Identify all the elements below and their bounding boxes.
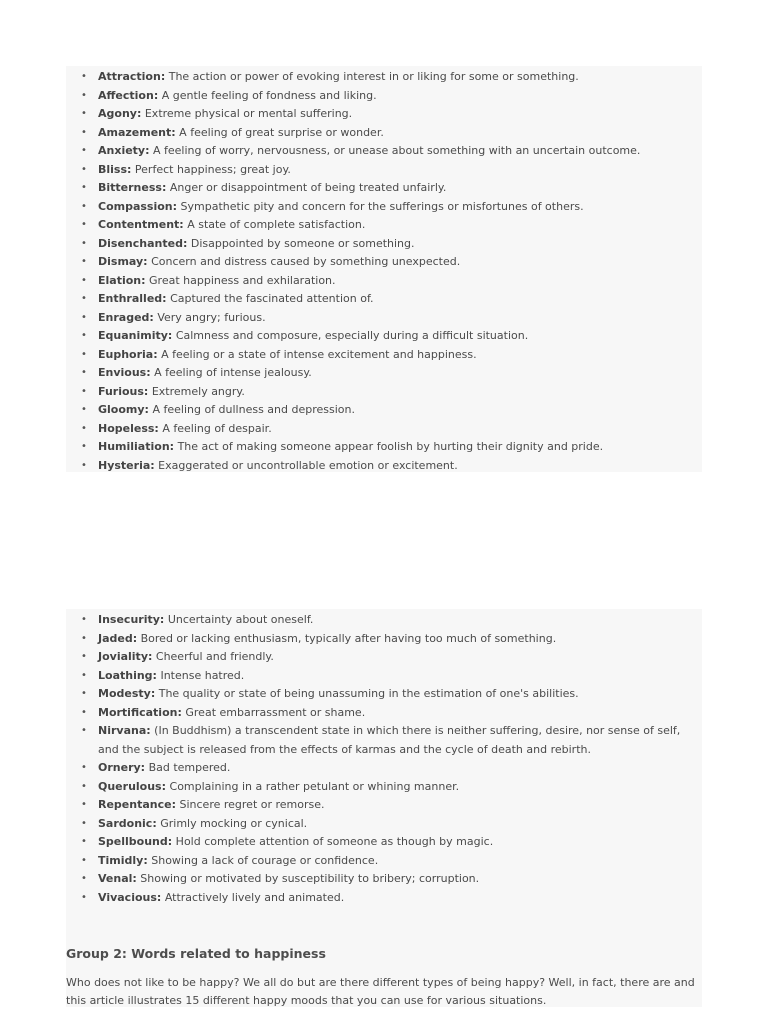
term-label: Sardonic: — [98, 816, 157, 830]
list-item — [66, 420, 702, 439]
term-label: Humiliation: — [98, 440, 175, 453]
list-item — [66, 87, 702, 106]
term-definition: Showing or motivated by susceptibility to bribery; corruption. — [140, 872, 480, 885]
term-label: Attraction: — [98, 70, 166, 83]
bullet-icon: • — [81, 237, 87, 249]
bullet-icon: • — [81, 688, 87, 699]
bullet-icon: • — [81, 385, 87, 397]
term-label: Elation: — [98, 273, 146, 287]
bullet-icon: • — [81, 145, 87, 156]
bullet-icon: • — [81, 348, 87, 360]
term-label: Envious: — [98, 366, 151, 379]
bullet-icon: • — [81, 311, 87, 323]
term-definition: Captured the fascinated attention of. — [170, 292, 374, 305]
term-label: Ornery: — [98, 761, 146, 774]
term-label: Equanimity: — [98, 329, 173, 342]
list-item — [66, 401, 702, 420]
term-definition: A state of complete satisfaction. — [187, 218, 366, 231]
list-item — [66, 235, 702, 254]
bullet-icon: • — [81, 614, 87, 625]
list-item — [66, 68, 702, 87]
term-definition: A gentle feeling of fondness and liking. — [161, 88, 377, 102]
term-definition: Uncertainty about oneself. — [167, 613, 314, 626]
term-label: Compassion: — [98, 199, 178, 213]
term-label: Modesty: — [98, 687, 156, 700]
term-label: Joviality: — [98, 650, 153, 663]
term-definition: Extreme physical or mental suffering. — [144, 107, 353, 120]
list-item — [66, 704, 702, 723]
bullet-icon: • — [81, 404, 87, 415]
term-definition: The quality or state of being unassuming in the estimation of one's abilities. — [158, 687, 579, 700]
bullet-icon: • — [81, 459, 87, 471]
term-label: Hopeless: — [98, 421, 159, 435]
term-label: Spellbound: — [98, 835, 173, 848]
emotion-word-list-2 — [66, 609, 702, 907]
term-label: Dismay: — [98, 255, 148, 268]
term-label: Bliss: — [98, 162, 132, 176]
term-label: Enthralled: — [98, 292, 167, 305]
bullet-icon: • — [81, 274, 87, 286]
list-item — [66, 796, 702, 815]
list-item — [66, 667, 702, 686]
list-item — [66, 889, 702, 908]
term-definition: A feeling of intense jealousy. — [154, 366, 312, 379]
term-label: Timidly: — [98, 853, 148, 867]
list-item — [66, 833, 702, 852]
list-item — [66, 759, 702, 778]
term-definition: Anger or disappointment of being treated unfairly. — [169, 181, 447, 194]
bullet-icon: • — [81, 854, 87, 866]
list-item — [66, 142, 702, 161]
bullet-icon: • — [81, 71, 87, 82]
bullet-icon: • — [81, 817, 87, 829]
term-label: Repentance: — [98, 798, 176, 811]
list-item — [66, 253, 702, 272]
list-item — [66, 648, 702, 667]
term-definition: A feeling of despair. — [162, 421, 272, 435]
bullet-icon: • — [81, 200, 87, 212]
term-definition: Exaggerated or uncontrollable emotion or excitement. — [158, 458, 458, 472]
term-label: Mortification: — [98, 705, 182, 719]
bullet-icon: • — [81, 126, 87, 138]
list-item — [66, 611, 702, 630]
section-intro-paragraph: Who does not like to be happy? We all do but are there different types of being happy? Well, in fact, there are and this article illustrates 15 different happy moods that you can use for various situations. — [66, 976, 695, 1007]
bullet-icon: • — [81, 182, 87, 193]
term-label: Amazement: — [98, 125, 176, 139]
list-item — [66, 327, 702, 346]
glossary-panel-1 — [66, 66, 702, 472]
term-definition: Extremely angry. — [151, 384, 245, 398]
list-item — [66, 438, 702, 457]
term-label: Agony: — [98, 107, 142, 120]
list-item — [66, 685, 702, 704]
term-label: Hysteria: — [98, 458, 155, 472]
bullet-icon: • — [81, 669, 87, 681]
term-definition: The action or power of evoking interest in or liking for some or something. — [168, 70, 579, 83]
term-definition: The act of making someone appear foolish by hurting their dignity and pride. — [177, 440, 604, 453]
bullet-icon: • — [81, 762, 87, 773]
term-label: Nirvana: — [98, 724, 151, 737]
bullet-icon: • — [81, 108, 87, 119]
list-item — [66, 815, 702, 834]
list-item — [66, 630, 702, 649]
term-label: Querulous: — [98, 779, 167, 793]
term-definition: A feeling or a state of intense excitement and happiness. — [161, 347, 477, 361]
list-item — [66, 364, 702, 383]
term-label: Affection: — [98, 88, 159, 102]
term-definition: Bored or lacking enthusiasm, typically after having too much of something. — [140, 631, 557, 645]
term-definition: Bad tempered. — [148, 761, 231, 774]
bullet-icon: • — [81, 873, 87, 884]
list-item — [66, 198, 702, 217]
term-definition: Sympathetic pity and concern for the sufferings or misfortunes of others. — [180, 199, 584, 213]
list-item — [66, 722, 702, 759]
term-definition: Concern and distress caused by something unexpected. — [151, 255, 461, 268]
term-definition: (In Buddhism) a transcendent state in which there is neither suffering, desire, nor sense of self, and the subject is released from the effects of karmas and the cycle of death and rebirth. — [98, 724, 681, 756]
term-label: Anxiety: — [98, 144, 150, 157]
list-item — [66, 272, 702, 291]
bullet-icon: • — [81, 163, 87, 175]
term-definition: Calmness and composure, especially during a difficult situation. — [175, 329, 529, 342]
term-label: Insecurity: — [98, 613, 165, 626]
bullet-icon: • — [81, 293, 87, 304]
term-definition: A feeling of dullness and depression. — [152, 403, 355, 416]
term-definition: Grimly mocking or cynical. — [160, 816, 308, 830]
bullet-icon: • — [81, 799, 87, 810]
term-definition: Great embarrassment or shame. — [185, 705, 366, 719]
term-definition: A feeling of great surprise or wonder. — [179, 125, 384, 139]
bullet-icon: • — [81, 891, 87, 903]
list-item — [66, 870, 702, 889]
term-label: Contentment: — [98, 218, 184, 231]
term-definition: Showing a lack of courage or confidence. — [151, 853, 379, 867]
list-item — [66, 383, 702, 402]
term-label: Loathing: — [98, 668, 157, 682]
bullet-icon: • — [81, 219, 87, 230]
list-item — [66, 161, 702, 180]
bullet-icon: • — [81, 330, 87, 341]
bullet-icon: • — [81, 651, 87, 662]
term-definition: Hold complete attention of someone as though by magic. — [175, 835, 494, 848]
list-item — [66, 290, 702, 309]
bullet-icon: • — [81, 725, 87, 736]
term-label: Furious: — [98, 384, 149, 398]
list-item — [66, 852, 702, 871]
bullet-icon: • — [81, 441, 87, 452]
bullet-icon: • — [81, 256, 87, 267]
term-definition: Attractively lively and animated. — [164, 890, 345, 904]
term-definition: Cheerful and friendly. — [155, 650, 274, 663]
term-label: Jaded: — [98, 631, 138, 645]
term-label: Enraged: — [98, 310, 154, 324]
bullet-icon: • — [81, 706, 87, 718]
bullet-icon: • — [81, 836, 87, 847]
bullet-icon: • — [81, 632, 87, 644]
list-item — [66, 105, 702, 124]
term-definition: Very angry; furious. — [157, 310, 266, 324]
list-item — [66, 124, 702, 143]
term-label: Venal: — [98, 872, 137, 885]
list-item — [66, 778, 702, 797]
term-definition: Great happiness and exhilaration. — [149, 273, 336, 287]
list-item — [66, 179, 702, 198]
list-item — [66, 309, 702, 328]
term-label: Disenchanted: — [98, 236, 188, 250]
term-definition: Sincere regret or remorse. — [179, 798, 325, 811]
term-definition: Perfect happiness; great joy. — [134, 162, 291, 176]
term-definition: Intense hatred. — [160, 668, 245, 682]
bullet-icon: • — [81, 89, 87, 101]
term-label: Gloomy: — [98, 403, 149, 416]
bullet-icon: • — [81, 367, 87, 378]
term-definition: Complaining in a rather petulant or whining manner. — [169, 779, 460, 793]
term-definition: A feeling of worry, nervousness, or unease about something with an uncertain outcome. — [153, 144, 641, 157]
bullet-icon: • — [81, 422, 87, 434]
section-heading: Group 2: Words related to happiness — [66, 946, 326, 961]
list-item — [66, 457, 702, 476]
bullet-icon: • — [81, 780, 87, 792]
list-item — [66, 346, 702, 365]
term-label: Vivacious: — [98, 890, 162, 904]
term-definition: Disappointed by someone or something. — [190, 236, 415, 250]
list-item — [66, 216, 702, 235]
term-label: Euphoria: — [98, 347, 158, 361]
emotion-word-list-1 — [66, 66, 702, 475]
term-label: Bitterness: — [98, 181, 167, 194]
